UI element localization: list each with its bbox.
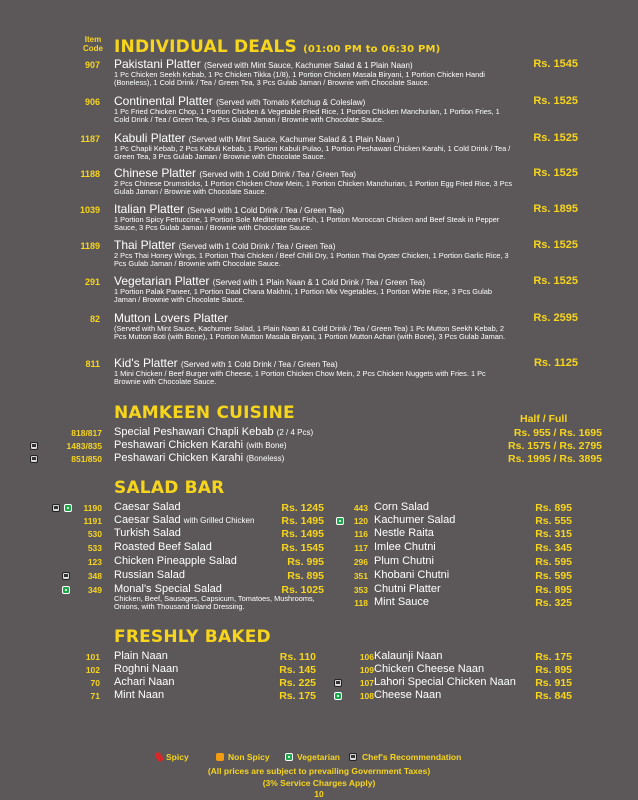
- vegetarian-icon: [64, 504, 72, 512]
- deal-code: 1189: [80, 241, 100, 251]
- item-price: Rs. 145: [279, 664, 316, 676]
- item-code: 120: [353, 516, 368, 526]
- salad-row: [330, 583, 580, 595]
- legend-vegetarian: Vegetarian: [297, 752, 340, 762]
- item-name: Monal's Special Salad: [114, 583, 222, 595]
- deal-name: Vegetarian Platter (Served with 1 Plain Naan & 1 Cold Drink / Tea / Green Tea): [114, 274, 426, 288]
- item-name: Turkish Salad: [114, 527, 181, 539]
- individual-deals-heading: INDIVIDUAL DEALS: [114, 37, 297, 57]
- item-code: 348: [87, 571, 102, 581]
- salad-row: [330, 541, 580, 553]
- item-code: 70: [90, 678, 100, 688]
- item-code: 109: [359, 665, 374, 675]
- deal-name: Italian Platter (Served with 1 Cold Drink / Tea / Green Tea): [114, 202, 345, 216]
- deal-description: 1 Mini Chicken / Beef Burger with Cheese, 1 Portion Chicken Chow Mein, 2 Pcs Chicken Nuggets with Fries. 1 Pc Brownie with Chocolate Sauce.: [114, 369, 486, 387]
- salad-row: [0, 555, 330, 567]
- item-name: Plum Chutni: [374, 555, 434, 567]
- chef-recommendation-icon: [62, 572, 70, 580]
- deal-price: Rs. 1525: [533, 167, 578, 179]
- chili-icon: [154, 751, 165, 763]
- item-price: Rs. 345: [535, 542, 572, 554]
- deal-price: Rs. 1895: [533, 203, 578, 215]
- item-code: 106: [359, 652, 374, 662]
- deals-time: (01:00 PM to 06:30 PM): [303, 44, 441, 55]
- non-spicy-icon: [216, 753, 224, 761]
- item-name: Lahori Special Chicken Naan: [374, 676, 516, 688]
- item-code: 116: [354, 529, 368, 539]
- item-price: Rs. 1995 / Rs. 3895: [508, 453, 602, 465]
- item-price: Rs. 895: [535, 664, 572, 676]
- baked-row: [330, 689, 580, 701]
- item-code: 108: [359, 691, 374, 701]
- salad-row: [0, 569, 330, 581]
- chef-recommendation-icon: [30, 442, 38, 450]
- chef-recommendation-icon: [349, 753, 357, 761]
- deal-price: Rs. 1125: [533, 357, 578, 369]
- deal-code: 906: [84, 97, 100, 107]
- item-name: Kachumer Salad: [374, 514, 456, 526]
- item-price: Rs. 845: [535, 690, 572, 702]
- item-price: Rs. 595: [535, 570, 572, 582]
- salad-row: [0, 541, 330, 553]
- deal-name: Mutton Lovers Platter: [114, 311, 229, 325]
- item-code: 851/850: [71, 454, 102, 464]
- item-price: Rs. 955 / Rs. 1695: [513, 427, 602, 439]
- item-code-header: Item Code: [83, 35, 103, 53]
- item-name: Caesar Salad with Grilled Chicken: [114, 514, 255, 526]
- vegetarian-icon: [334, 692, 342, 700]
- item-code: 1483/835: [66, 441, 102, 451]
- vegetarian-icon: [62, 586, 70, 594]
- deal-description: 2 Pcs Thai Honey Wings, 1 Portion Thai Chicken / Beef Chilli Dry, 1 Portion Thai Oyster Chicken, 1 Portion Garlic Rice, 3 Pcs Gulab Jaman / Brownie with Chocolate Sauce.: [114, 251, 509, 269]
- item-name: Achari Naan: [114, 676, 175, 688]
- item-name: Roghni Naan: [114, 663, 179, 675]
- item-price: Rs. 895: [535, 502, 572, 514]
- item-price: Rs. 110: [279, 651, 316, 663]
- deal-name: Kabuli Platter (Served with Mint Sauce, Kachumer Salad & 1 Plain Naan ): [114, 131, 400, 145]
- deal-name: Chinese Platter (Served with 1 Cold Drink / Tea / Green Tea): [114, 166, 357, 180]
- baked-row: [0, 689, 330, 701]
- deal-code: 82: [89, 314, 100, 324]
- deal-price: Rs. 1525: [533, 132, 578, 144]
- baked-row: [0, 663, 330, 675]
- item-price: Rs. 895: [287, 570, 324, 582]
- item-price: Rs. 995: [287, 556, 324, 568]
- deal-price: Rs. 1525: [533, 275, 578, 287]
- item-code: 443: [353, 503, 368, 513]
- item-name: Kalaunji Naan: [374, 650, 443, 662]
- deal-description: 1 Pc Fried Chicken Chop, 1 Portion Chicken & Vegetable Fried Rice, 1 Portion Chicken Manchurian, 1 Portion Fries, 1 Cold Drink / Tea / Green Tea, 3 Pcs Gulab Jaman / Brownie with Chocolate Sauce.: [114, 107, 500, 125]
- item-name: Chicken Cheese Naan: [374, 663, 485, 675]
- deal-description: 2 Pcs Chinese Drumsticks, 1 Portion Chicken Chow Mein, 1 Portion Chicken Manchurian, 1 Portion Egg Fried Rice, 3 Pcs Gulab Jaman / Brownie with Chocolate Sauce.: [114, 179, 513, 197]
- salad-row: [330, 501, 580, 513]
- deal-description: 1 Pc Chicken Seekh Kebab, 1 Pc Chicken Tikka (1/8), 1 Portion Chicken Masala Biryani, 1 Portion Chicken Handi (Boneless), 1 Cold Drink / Tea / Green Tea, 3 Pcs Gulab Jaman / Brownie with Chocolate Sauce.: [114, 70, 485, 88]
- item-code: 123: [87, 557, 102, 567]
- item-code: 296: [353, 557, 368, 567]
- deal-name: Kid's Platter (Served with 1 Cold Drink / Tea / Green Tea): [114, 356, 338, 370]
- item-name: Khobani Chutni: [374, 569, 450, 581]
- salad-row: [0, 527, 330, 539]
- deal-description: (Served with Mint Sauce, Kachumer Salad, 1 Plain Naan &1 Cold Drink / Tea / Green Tea) 1 Pc Mutton Seekh Kebab, 2 Pcs Mutton Boti (with Bone), 1 Portion Mutton Masala Biryani, 1 Portion Mutton Achari (with Bone), 3 Pcs Gulab Jaman.: [114, 324, 506, 342]
- salad-row: [330, 596, 580, 608]
- item-name: Russian Salad: [114, 569, 185, 581]
- baked-row: [330, 676, 580, 688]
- item-price: Rs. 175: [535, 651, 572, 663]
- item-price: Rs. 1495: [281, 528, 324, 540]
- deal-code: 1188: [80, 169, 100, 179]
- item-name: Peshawari Chicken Karahi (with Bone): [114, 439, 287, 451]
- item-name: Caesar Salad: [114, 501, 181, 513]
- item-code: 118: [354, 598, 368, 608]
- item-name: Mint Naan: [114, 689, 165, 701]
- item-code: 1190: [83, 503, 102, 513]
- individual-deals-title: [114, 37, 440, 57]
- item-name: Special Peshawari Chapli Kebab (2 / 4 Pcs): [114, 426, 314, 438]
- deal-name: Pakistani Platter (Served with Mint Sauce, Kachumer Salad & 1 Plain Naan): [114, 57, 413, 71]
- deal-name: Thai Platter (Served with 1 Cold Drink / Tea / Green Tea): [114, 238, 336, 252]
- deal-description: 1 Portion Spicy Fettuccine, 1 Portion Sole Mediterranean Fish, 1 Portion Moroccan Chicken and Beef Steak in Pepper Sauce, 3 Pcs Gulab Jaman / Brownie with Chocolate Sauce.: [114, 215, 500, 233]
- vegetarian-icon: [285, 753, 293, 761]
- item-price: Rs. 555: [535, 515, 572, 527]
- deal-code: 1187: [80, 134, 100, 144]
- legend-chef: Chef's Recommendation: [362, 752, 461, 762]
- item-name: Imlee Chutni: [374, 541, 436, 553]
- item-code: 107: [359, 678, 374, 688]
- page-number: 10: [314, 789, 324, 799]
- namkeen-row: [0, 439, 638, 451]
- item-code: 1191: [83, 516, 102, 526]
- item-name: Peshawari Chicken Karahi (Boneless): [114, 452, 285, 464]
- salad-row: [330, 527, 580, 539]
- item-name: Mint Sauce: [374, 596, 430, 608]
- item-price: Rs. 1545: [281, 542, 324, 554]
- namkeen-row: [0, 426, 638, 438]
- deal-price: Rs. 1525: [533, 95, 578, 107]
- item-code: 530: [87, 529, 102, 539]
- item-code: 818/817: [71, 428, 102, 438]
- item-code: 533: [87, 543, 102, 553]
- item-price: Rs. 1575 / Rs. 2795: [508, 440, 602, 452]
- deal-code: 811: [85, 359, 100, 369]
- item-price: Rs. 595: [535, 556, 572, 568]
- legend-spicy: Spicy: [166, 752, 189, 762]
- item-code: 117: [354, 543, 368, 553]
- tax-note: (All prices are subject to prevailing Government Taxes): [207, 766, 431, 776]
- item-code: 353: [353, 585, 368, 595]
- item-name: Chutni Platter: [374, 583, 441, 595]
- item-price: Rs. 175: [279, 690, 316, 702]
- item-name: Cheese Naan: [374, 689, 442, 701]
- item-price: Rs. 315: [535, 528, 572, 540]
- item-code: 71: [90, 691, 100, 701]
- salad-bar-title: SALAD BAR: [114, 478, 225, 498]
- salad-row: [0, 514, 330, 526]
- baked-row: [0, 650, 330, 662]
- item-code: 349: [87, 585, 102, 595]
- salad-row: [330, 569, 580, 581]
- item-price: Rs. 1025: [281, 584, 324, 596]
- item-name: Nestle Raita: [374, 527, 434, 539]
- namkeen-title: NAMKEEN CUISINE: [114, 403, 295, 423]
- item-code: 101: [85, 652, 100, 662]
- deal-code: 907: [84, 60, 100, 70]
- item-price: Rs. 225: [279, 677, 316, 689]
- item-name: Chicken Pineapple Salad: [114, 555, 237, 567]
- namkeen-row: [0, 452, 638, 464]
- deal-price: Rs. 1545: [533, 58, 578, 70]
- half-full-header: Half / Full: [520, 413, 568, 425]
- item-code: 102: [85, 665, 100, 675]
- deal-description: 1 Portion Palak Paneer, 1 Portion Daal Chana Makhni, 1 Portion Mix Vegetables, 1 Portion White Rice, 3 Pcs Gulab Jaman / Brownie with Chocolate Sauce.: [114, 287, 492, 305]
- baked-row: [330, 663, 580, 675]
- chef-recommendation-icon: [334, 679, 342, 687]
- salad-row: [330, 555, 580, 567]
- salad-row: [330, 514, 580, 526]
- freshly-baked-title: FRESHLY BAKED: [114, 627, 271, 647]
- item-name: Corn Salad: [374, 501, 430, 513]
- item-name: Roasted Beef Salad: [114, 541, 212, 553]
- deal-code: 291: [84, 277, 100, 287]
- service-note: (3% Service Charges Apply): [262, 778, 376, 788]
- item-price: Rs. 895: [535, 584, 572, 596]
- chef-recommendation-icon: [52, 504, 60, 512]
- item-price: Rs. 915: [535, 677, 572, 689]
- item-price: Rs. 325: [535, 597, 572, 609]
- item-price: Rs. 1495: [281, 515, 324, 527]
- deal-price: Rs. 2595: [533, 312, 578, 324]
- baked-row: [330, 650, 580, 662]
- salad-row: [0, 501, 330, 513]
- legend-non-spicy: Non Spicy: [228, 752, 270, 762]
- deal-name: Continental Platter (Served with Tomato Ketchup & Coleslaw): [114, 94, 366, 108]
- deal-description: 1 Pc Chapli Kebab, 2 Pcs Kabuli Kebab, 1 Portion Kabuli Pulao, 1 Portion Peshawari Chicken Karahi, 1 Cold Drink / Tea / Green Tea, 3 Pcs Gulab Jaman / Brownie with Chocolate Sauce.: [114, 144, 511, 162]
- item-price: Rs. 1245: [281, 502, 324, 514]
- item-code: 351: [353, 571, 368, 581]
- deal-code: 1039: [79, 205, 100, 215]
- chef-recommendation-icon: [30, 455, 38, 463]
- item-name: Plain Naan: [114, 650, 168, 662]
- monal-salad-description: Chicken, Beef, Sausages, Capsicum, Tomatoes, Mushrooms, Onions, with Thousand Island Dressing.: [114, 594, 315, 612]
- baked-row: [0, 676, 330, 688]
- deal-price: Rs. 1525: [533, 239, 578, 251]
